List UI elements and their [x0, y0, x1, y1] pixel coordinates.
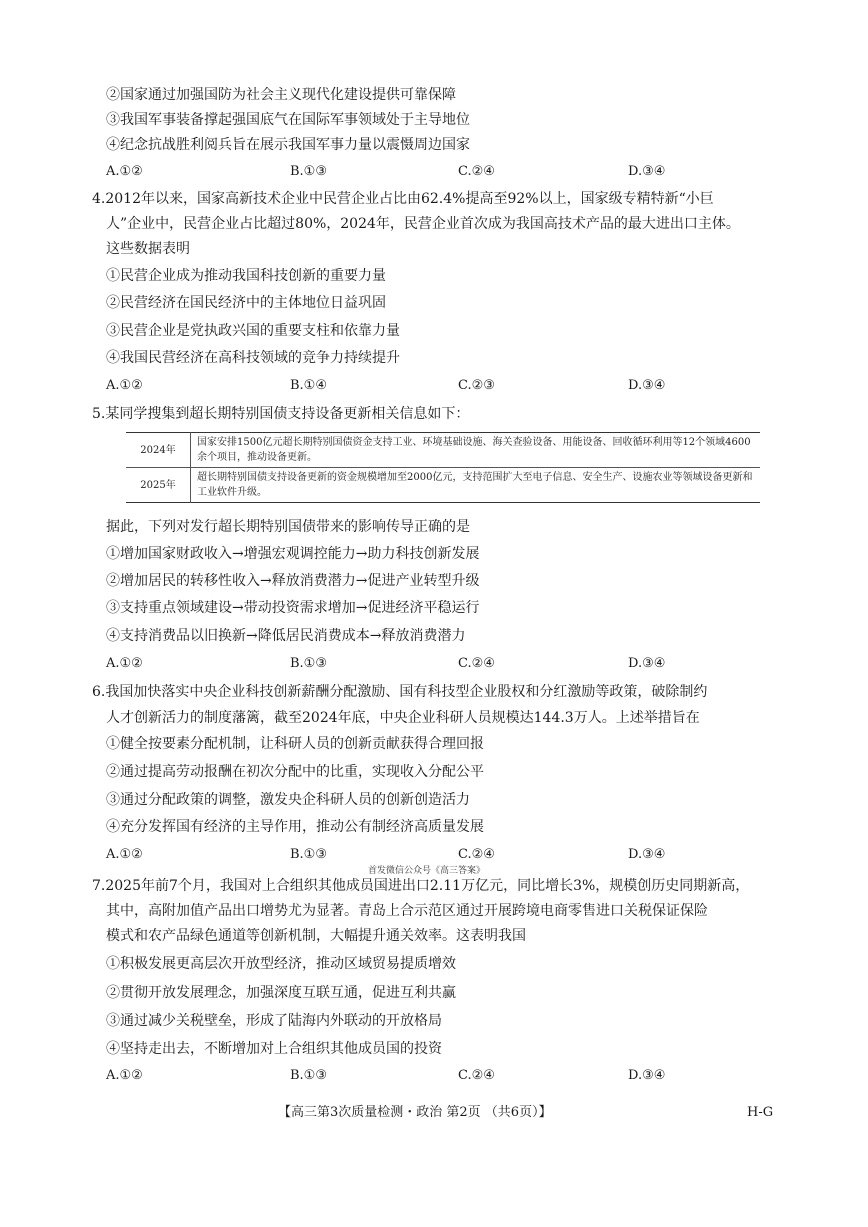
q5-statement-3: ③支持重点领域建设→带动投资需求增加→促进经济平稳运行 [106, 600, 480, 616]
q5-statement-1: ①增加国家财政收入→增强宏观调控能力→助力科技创新发展 [106, 546, 480, 562]
q4-choice-a: A.①② [106, 378, 143, 393]
q4-statement-3: ③民营企业是党执政兴国的重要支柱和依靠力量 [106, 323, 400, 339]
q4-choice-d: D.③④ [628, 378, 666, 393]
q4-statement-2: ②民营经济在国民经济中的主体地位日益巩固 [106, 295, 386, 311]
q7-stem-line-3: 模式和农产品绿色通道等创新机制，大幅提升通关效率。这表明我国 [106, 928, 526, 944]
q6-stem-line-2: 人才创新活力的制度藩篱，截至2024年底，中央企业科研人员规模达144.3万人。上述举措旨在 [106, 710, 700, 726]
q5-choice-b: B.①③ [290, 656, 327, 671]
q5-choice-c: C.②④ [458, 656, 495, 671]
q3-statement-3: ③我国军事装备撑起强国底气在国际军事领域处于主导地位 [106, 112, 470, 128]
q7-choice-c: C.②④ [458, 1068, 495, 1083]
q6-choice-a: A.①② [106, 847, 143, 862]
q6-statement-4: ④充分发挥国有经济的主导作用，推动公有制经济高质量发展 [106, 819, 484, 835]
q6-stem-line-1: 6.我国加快落实中央企业科技创新薪酬分配激励、国有科技型企业股权和分红激励等政策，破除制约 [92, 684, 708, 700]
q5-lead: 据此，下列对发行超长期特别国债带来的影响传导正确的是 [106, 519, 470, 535]
table-year-cell: 2025年 [126, 468, 191, 503]
q4-stem-line-2: 人”企业中，民营企业占比超过80%，2024年，民营企业首次成为我国高技术产品的最大进出口主体。 [106, 216, 740, 232]
q4-statement-4: ④我国民营经济在高科技领域的竞争力持续提升 [106, 350, 400, 366]
table-row [126, 468, 760, 503]
q4-statement-1: ①民营企业成为推动我国科技创新的重要力量 [106, 268, 386, 284]
q3-choice-d: D.③④ [628, 164, 666, 179]
q6-statement-2: ②通过提高劳动报酬在初次分配中的比重，实现收入分配公平 [106, 764, 484, 780]
page-footer-code: H-G [747, 1105, 774, 1120]
q6-choice-b: B.①③ [290, 847, 327, 862]
q3-statement-2: ②国家通过加强国防为社会主义现代化建设提供可靠保障 [106, 87, 456, 103]
q4-choice-c: C.②③ [458, 378, 495, 393]
q6-statement-3: ③通过分配政策的调整，激发央企科研人员的创新创造活力 [106, 792, 470, 808]
q6-statement-1: ①健全按要素分配机制，让科研人员的创新贡献获得合理回报 [106, 736, 484, 752]
q7-choice-b: B.①③ [290, 1068, 327, 1083]
table-year-cell: 2024年 [126, 433, 191, 468]
table-content-cell: 国家安排1500亿元超长期特别国债资金支持工业、环境基础设施、海关查验设备、用能设备、回收循环利用等12个领域4600余个项目，推动设备更新。 [197, 437, 751, 463]
q7-statement-1: ①积极发展更高层次开放型经济，推动区域贸易提质增效 [106, 956, 456, 972]
q3-choice-c: C.②④ [458, 164, 495, 179]
q3-statement-4: ④纪念抗战胜利阅兵旨在展示我国军事力量以震慑周边国家 [106, 137, 470, 153]
q5-statement-2: ②增加居民的转移性收入→释放消费潜力→促进产业转型升级 [106, 573, 480, 589]
watermark-note: 首发微信公众号《高三答案》 [368, 866, 486, 876]
q7-choice-a: A.①② [106, 1068, 143, 1083]
q5-stem: 5.某同学搜集到超长期特别国债支持设备更新相关信息如下： [92, 406, 470, 422]
q4-stem-line-1: 4.2012年以来，国家高新技术企业中民营企业占比由62.4%提高至92%以上，国家级专精特新“小巨 [92, 191, 714, 207]
table-row [126, 433, 760, 468]
q7-statement-4: ④坚持走出去，不断增加对上合组织其他成员国的投资 [106, 1041, 442, 1057]
q7-stem-line-2: 其中，高附加值产品出口增势尤为显著。青岛上合示范区通过开展跨境电商零售进口关税保证保险 [106, 903, 708, 919]
q6-choice-d: D.③④ [628, 847, 666, 862]
table-content-cell: 超长期特别国债支持设备更新的资金规模增加至2000亿元，支持范围扩大至电子信息、安全生产、设施农业等领域设备更新和工业软件升级。 [191, 468, 761, 503]
q7-statement-3: ③通过减少关税壁垒，形成了陆海内外联动的开放格局 [106, 1013, 442, 1029]
q6-choice-c: C.②④ [458, 847, 495, 862]
q5-choice-a: A.①② [106, 656, 143, 671]
q3-choice-a: A.①② [106, 164, 143, 179]
q5-choice-d: D.③④ [628, 656, 666, 671]
q4-choice-b: B.①④ [290, 378, 327, 393]
q5-statement-4: ④支持消费品以旧换新→降低居民消费成本→释放消费潜力 [106, 628, 466, 644]
q7-choice-d: D.③④ [628, 1068, 666, 1083]
q7-statement-2: ②贯彻开放发展理念，加强深度互联互通，促进互利共赢 [106, 985, 456, 1001]
q4-stem-line-3: 这些数据表明 [106, 241, 190, 257]
q3-choice-b: B.①③ [290, 164, 327, 179]
q7-stem-line-1: 7.2025年前7个月，我国对上合组织其他成员国进出口2.11万亿元，同比增长3%，规模创历史同期新高， [92, 878, 750, 894]
bond-info-table [126, 432, 760, 503]
page-footer: 【高三第3次质量检测・政治 第2页 （共6页）】 [278, 1105, 552, 1120]
